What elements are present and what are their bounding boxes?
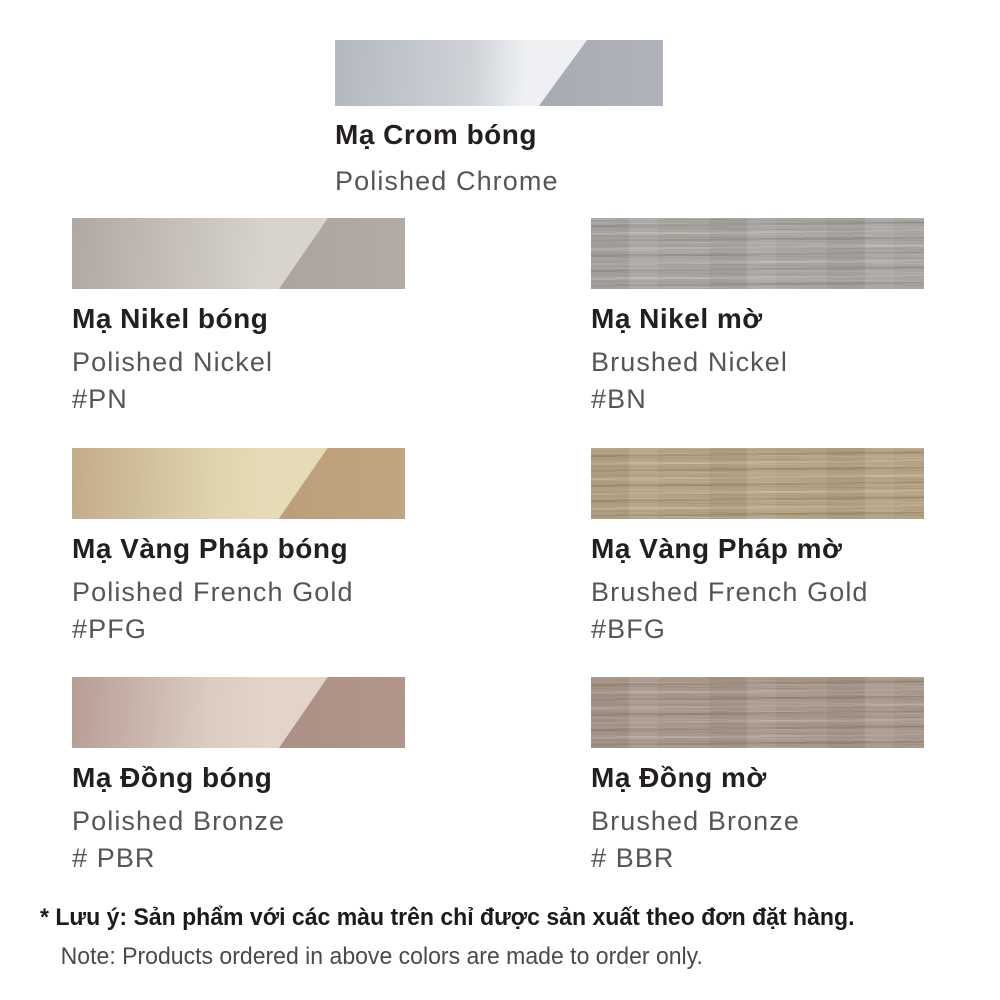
swatch-polished-french-gold (72, 448, 405, 519)
note-line-vi: * Lưu ý: Sản phẩm với các màu trên chỉ được sản xuất theo đơn đặt hàng. (40, 904, 855, 931)
finish-title-vi: Mạ Crom bóng (335, 119, 537, 150)
finish-title-en: Brushed Nickel (591, 347, 788, 377)
note-line-en: Note: Products ordered in above colors are made to order only. (60, 943, 703, 970)
finish-cell-brushed-bronze (591, 677, 1000, 907)
finish-title-en: Brushed Bronze (591, 806, 801, 836)
finish-title-en: Brushed French Gold (591, 576, 869, 607)
finish-code: #PFG (72, 613, 147, 644)
finish-cell-brushed-french-gold (591, 448, 1000, 678)
finish-title-vi: Mạ Vàng Pháp mờ (591, 532, 843, 564)
finish-subtitle (72, 574, 591, 648)
finish-cell-polished-nickel (72, 218, 591, 448)
finish-subtitle (72, 344, 591, 418)
swatch-brushed-bronze (591, 677, 924, 748)
finish-subtitle (72, 803, 591, 877)
finish-title-vi: Mạ Nikel bóng (72, 303, 269, 334)
finish-title-vi: Mạ Đồng bóng (72, 762, 273, 793)
finish-subtitle (591, 574, 1000, 648)
swatch-polished-chrome (335, 40, 663, 106)
finish-title-vi: Mạ Nikel mờ (591, 303, 763, 334)
finish-cell-brushed-nickel (591, 218, 1000, 448)
finish-code: #PN (72, 384, 128, 414)
finish-code: # BBR (591, 843, 675, 873)
finish-title-vi: Mạ Đồng mờ (591, 762, 767, 793)
order-note (40, 901, 980, 974)
finish-title-en: Polished Chrome (335, 166, 559, 196)
finish-code: #BFG (591, 613, 666, 644)
finish-code: #BN (591, 384, 647, 414)
finish-cell-polished-french-gold (72, 448, 591, 678)
finish-subtitle (591, 803, 1000, 877)
finish-grid (72, 218, 1000, 907)
finish-title-vi: Mạ Vàng Pháp bóng (72, 532, 349, 564)
swatch-brushed-french-gold (591, 448, 924, 519)
swatch-polished-nickel (72, 218, 405, 289)
finish-subtitle (591, 344, 1000, 418)
swatch-brushed-nickel (591, 218, 924, 289)
finish-title-en: Polished Bronze (72, 806, 286, 836)
finish-title-en: Polished French Gold (72, 576, 354, 607)
finish-code: # PBR (72, 843, 156, 873)
featured-finish-block (335, 40, 665, 200)
swatch-polished-bronze (72, 677, 405, 748)
finish-cell-polished-bronze (72, 677, 591, 907)
finish-title-en: Polished Nickel (72, 347, 274, 377)
